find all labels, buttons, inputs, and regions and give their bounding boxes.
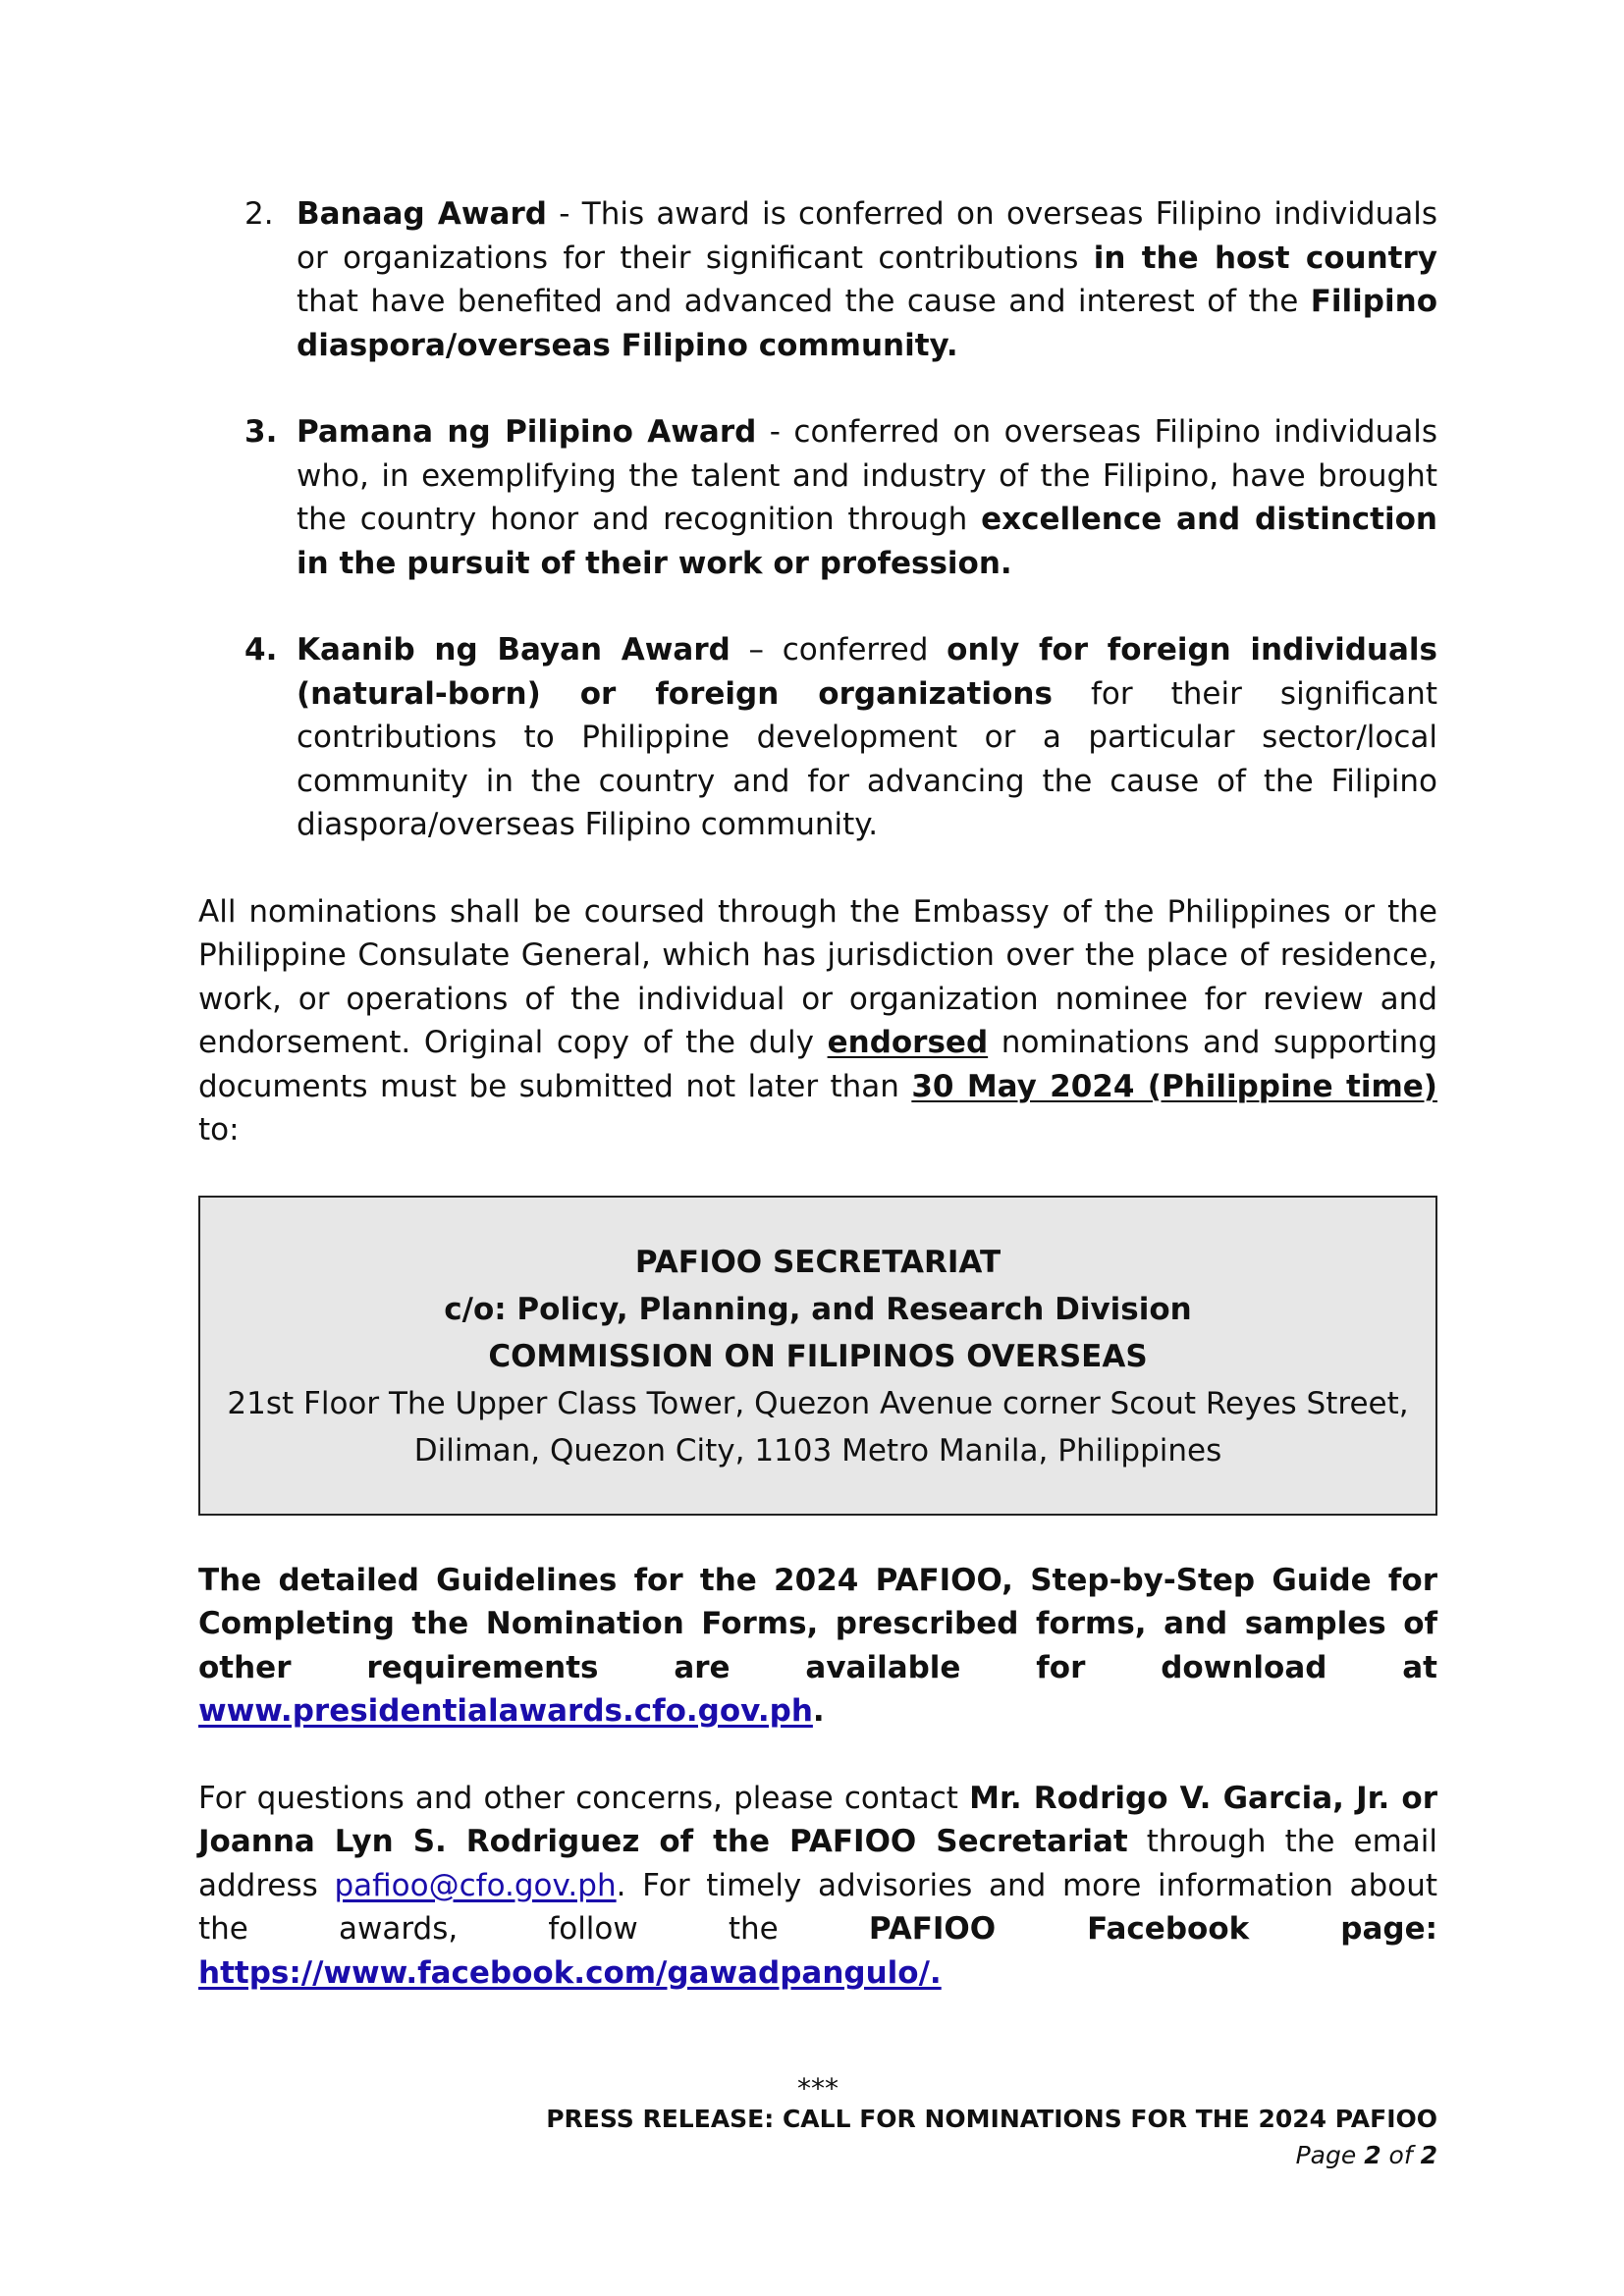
award-name: Banaag Award xyxy=(297,196,547,232)
contact-names: Mr. Rodrigo V. Garcia, Jr. or Joanna Lyn S. Rodriguez of the PAFIOO Secretariat xyxy=(198,1780,1437,1859)
award-text: for their significant contributions to Philippine development or a particular sector/local community in the country and for advancing the cause of the Filipino diaspora/overseas Filipino community. xyxy=(297,675,1437,842)
contact-text: . For timely advisories and more information about the awards, follow the xyxy=(198,1867,1437,1947)
award-emphasis: only for foreign individuals (natural-born) or foreign organizations xyxy=(297,632,1438,712)
page-footer xyxy=(546,2101,1437,2173)
nominations-text: All nominations shall be coursed through the Embassy of the Philippines or the Philippine Consulate General, which has jurisdiction over the place of residence, work, or operations of the individual or organization nominee for review and endorsement. Original copy of the duly xyxy=(198,893,1437,1060)
page-total: 2 xyxy=(1420,2141,1437,2169)
award-emphasis: excellence and distinction in the pursuit of their work or profession. xyxy=(297,502,1437,581)
address-line-division: c/o: Policy, Planning, and Research Division xyxy=(444,1291,1192,1327)
guidelines-link[interactable]: www.presidentialawards.cfo.gov.ph xyxy=(198,1693,813,1729)
document-body xyxy=(198,192,1437,2111)
contact-text: through the email address xyxy=(198,1824,1437,1903)
email-link[interactable]: pafioo@cfo.gov.ph xyxy=(334,1867,617,1903)
award-number: 2. xyxy=(244,196,274,232)
award-text: - conferred on overseas Filipino individuals who, in exemplifying the talent and industry of the Filipino, have brought the country honor and recognition through xyxy=(297,414,1437,537)
award-text: that have benefited and advanced the cause and interest of the xyxy=(297,284,1311,319)
guidelines-text: The detailed Guidelines for the 2024 PAFIOO, Step-by-Step Guide for Completing the Nomination Forms, prescribed forms, and samples of other requirements are available for download at xyxy=(198,1562,1437,1685)
award-number: 4. xyxy=(244,632,278,667)
award-item-banaag xyxy=(198,192,1437,367)
endorsed-emphasis: endorsed xyxy=(827,1025,989,1060)
address-line-city: Diliman, Quezon City, 1103 Metro Manila, Philippines xyxy=(413,1432,1222,1468)
award-list xyxy=(198,192,1437,847)
award-item-kaanib xyxy=(198,628,1437,847)
contact-paragraph xyxy=(198,1777,1437,1996)
award-text: – conferred xyxy=(730,632,947,667)
nominations-paragraph xyxy=(198,890,1437,1152)
guidelines-end: . xyxy=(812,1693,825,1729)
nominations-text: nominations and supporting documents must be submitted not later than xyxy=(198,1025,1437,1104)
page-number xyxy=(546,2137,1437,2173)
award-text: - This award is conferred on overseas Filipino individuals or organizations for their significant contributions xyxy=(297,196,1437,276)
guidelines-paragraph xyxy=(198,1559,1437,1734)
facebook-link[interactable]: https://www.facebook.com/gawadpangulo/. xyxy=(198,1954,942,1991)
award-name: Pamana ng Pilipino Award xyxy=(297,414,757,450)
facebook-label: PAFIOO Facebook page: xyxy=(868,1911,1437,1947)
address-line-street: 21st Floor The Upper Class Tower, Quezon Avenue corner Scout Reyes Street, xyxy=(227,1385,1409,1421)
deadline: 30 May 2024 (Philippine time) xyxy=(911,1068,1437,1104)
footer-title: PRESS RELEASE: CALL FOR NOMINATIONS FOR THE 2024 PAFIOO xyxy=(546,2105,1437,2133)
address-box xyxy=(198,1196,1437,1516)
page-of: of xyxy=(1380,2141,1421,2169)
address-line-commission: COMMISSION ON FILIPINOS OVERSEAS xyxy=(488,1338,1148,1374)
separator: *** xyxy=(797,2072,839,2105)
address-line-secretariat: PAFIOO SECRETARIAT xyxy=(634,1244,1001,1280)
award-number: 3. xyxy=(244,414,278,450)
page-current: 2 xyxy=(1364,2141,1381,2169)
award-emphasis: in the host country xyxy=(1093,240,1437,276)
nominations-text: to: xyxy=(198,1112,240,1148)
award-item-pamana xyxy=(198,410,1437,585)
contact-text: For questions and other concerns, please contact xyxy=(198,1780,970,1816)
page-prefix: Page xyxy=(1295,2141,1365,2169)
award-emphasis: Filipino diaspora/overseas Filipino community. xyxy=(297,284,1437,363)
award-name: Kaanib ng Bayan Award xyxy=(297,632,731,667)
